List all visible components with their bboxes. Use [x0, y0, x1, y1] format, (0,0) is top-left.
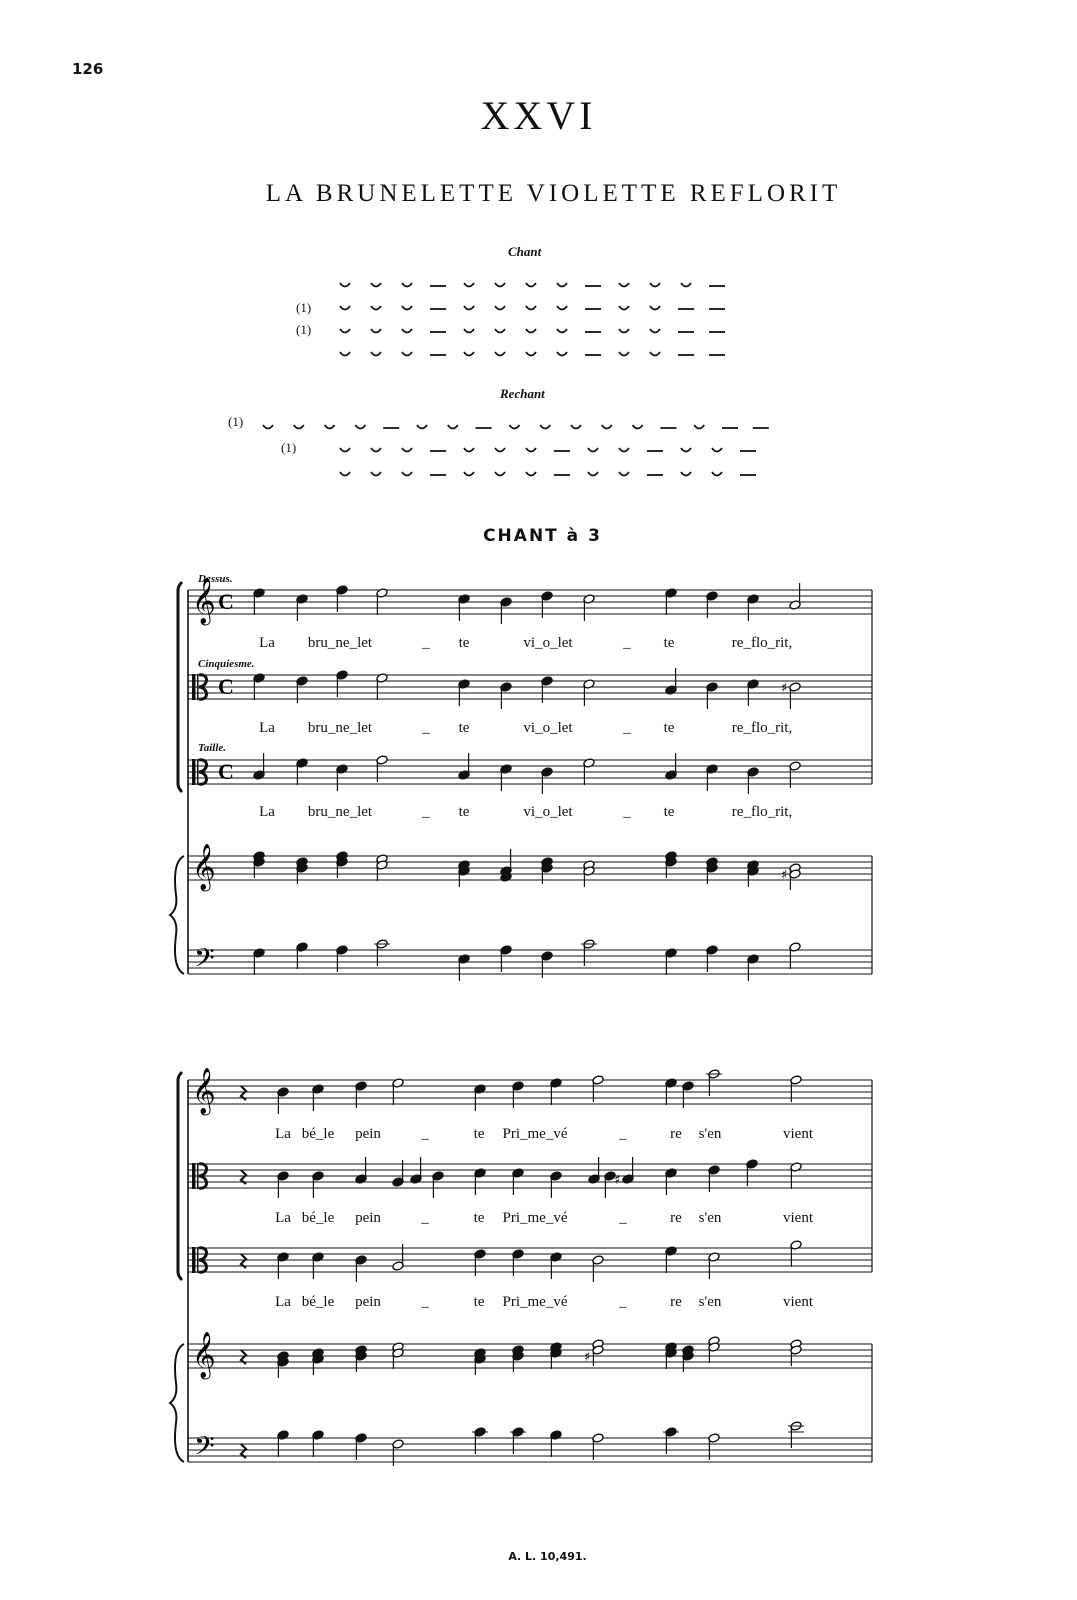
lyric-syllable: re	[670, 1126, 682, 1142]
lyric-syllable: bé_le	[301, 1210, 335, 1226]
lyric-syllable: te	[663, 804, 675, 820]
lyric-syllable: Pri_me_vé	[502, 1126, 568, 1142]
lyric-syllable: vient	[783, 1210, 813, 1226]
treble-clef-icon: 𝄞	[192, 1332, 216, 1378]
lyric-syllable: _	[619, 1126, 627, 1142]
sharp-sign: ♯	[584, 1350, 591, 1365]
bracket-icon	[178, 1072, 182, 1280]
common-time-icon: C	[218, 589, 234, 614]
lyric-syllable: La	[275, 1210, 291, 1226]
lyric-syllable: s'en	[698, 1294, 722, 1310]
treble-clef-icon: 𝄞	[192, 578, 216, 624]
treble-clef-icon: 𝄞	[192, 1068, 216, 1114]
lyric-syllable: _	[422, 804, 430, 820]
lyric-syllable: te	[458, 804, 470, 820]
lyric-syllable: _	[422, 720, 430, 736]
song-title: LA BRUNELETTE VIOLETTE REFLORIT	[265, 180, 842, 207]
chant-label: Chant	[508, 244, 542, 259]
lyric-syllable: re	[670, 1294, 682, 1310]
rechant-label: Rechant	[500, 386, 545, 401]
lyric-syllable: vient	[783, 1294, 813, 1310]
lyric-syllable: La	[259, 720, 275, 736]
lyric-syllable: _	[421, 1294, 429, 1310]
voice-label-dessus: Dessus.	[198, 573, 233, 585]
lyric-syllable: _	[623, 804, 631, 820]
voice-label-taille: Taille.	[198, 742, 227, 754]
bass-clef-icon: 𝄢	[194, 942, 215, 980]
lyric-syllable: bru_ne_let	[307, 720, 373, 736]
alto-clef-icon	[197, 1247, 199, 1273]
brace-icon	[170, 856, 184, 974]
lyric-syllable: _	[619, 1210, 627, 1226]
section-heading: CHANT à 3	[483, 526, 602, 546]
lyric-syllable: La	[275, 1126, 291, 1142]
lyric-syllable: vient	[783, 1126, 813, 1142]
lyric-syllable: La	[275, 1294, 291, 1310]
lyric-syllable: bé_le	[301, 1126, 335, 1142]
lyric-syllable: pein	[355, 1210, 381, 1226]
treble-clef-icon: 𝄞	[192, 844, 216, 890]
lyric-syllable: _	[422, 635, 430, 651]
lyric-syllable: te	[473, 1210, 485, 1226]
lyric-syllable: s'en	[698, 1126, 722, 1142]
lyric-syllable: vi_o_let	[523, 804, 573, 820]
lyric-syllable: te	[458, 635, 470, 651]
voice-label-cinquiesme: Cinquiesme.	[198, 658, 255, 670]
lyric-syllable: bru_ne_let	[307, 804, 373, 820]
lyric-syllable: _	[421, 1126, 429, 1142]
lyric-syllable: te	[663, 635, 675, 651]
lyric-syllable: _	[623, 720, 631, 736]
bracket-label-4: (1)	[281, 440, 297, 455]
lyric-syllable: La	[259, 804, 275, 820]
bass-clef-icon: 𝄢	[194, 1430, 215, 1468]
lyric-syllable: _	[619, 1294, 627, 1310]
alto-clef-icon	[192, 674, 196, 700]
lyric-syllable: re_flo_rit,	[731, 720, 793, 736]
bracket-icon	[178, 582, 182, 792]
lyric-syllable: re_flo_rit,	[731, 804, 793, 820]
lyric-syllable: bé_le	[301, 1294, 335, 1310]
lyric-syllable: pein	[355, 1126, 381, 1142]
bracket-label-3: (1)	[228, 414, 244, 429]
lyric-syllable: te	[473, 1126, 485, 1142]
lyric-syllable: Pri_me_vé	[502, 1294, 568, 1310]
lyric-syllable: te	[458, 720, 470, 736]
lyric-syllable: pein	[355, 1294, 381, 1310]
brace-icon	[170, 1344, 184, 1462]
lyric-syllable: bru_ne_let	[307, 635, 373, 651]
alto-clef-icon	[192, 1163, 196, 1189]
page-number: 126	[72, 60, 104, 78]
common-time-icon: C	[218, 674, 234, 699]
lyric-syllable: s'en	[698, 1210, 722, 1226]
bracket-label-1: (1)	[296, 300, 312, 315]
sharp-sign: ♯	[614, 1173, 621, 1188]
lyric-syllable: te	[663, 720, 675, 736]
sharp-sign: ♯	[781, 868, 788, 883]
lyric-syllable: vi_o_let	[523, 720, 573, 736]
bracket-label-2: (1)	[296, 322, 312, 337]
lyric-syllable: te	[473, 1294, 485, 1310]
alto-clef-icon	[197, 1163, 199, 1189]
song-number: XXVI	[480, 93, 597, 138]
alto-clef-icon	[192, 759, 196, 785]
lyric-syllable: re_flo_rit,	[731, 635, 793, 651]
lyric-syllable: _	[623, 635, 631, 651]
alto-clef-icon	[197, 759, 199, 785]
lyric-syllable: vi_o_let	[523, 635, 573, 651]
plate-number: A. L. 10,491.	[508, 1550, 587, 1563]
lyric-syllable: re	[670, 1210, 682, 1226]
lyric-syllable: La	[259, 635, 275, 651]
lyric-syllable: Pri_me_vé	[502, 1210, 568, 1226]
sharp-sign: ♯	[781, 681, 788, 696]
lyric-syllable: _	[421, 1210, 429, 1226]
alto-clef-icon	[197, 674, 199, 700]
alto-clef-icon	[192, 1247, 196, 1273]
common-time-icon: C	[218, 759, 234, 784]
